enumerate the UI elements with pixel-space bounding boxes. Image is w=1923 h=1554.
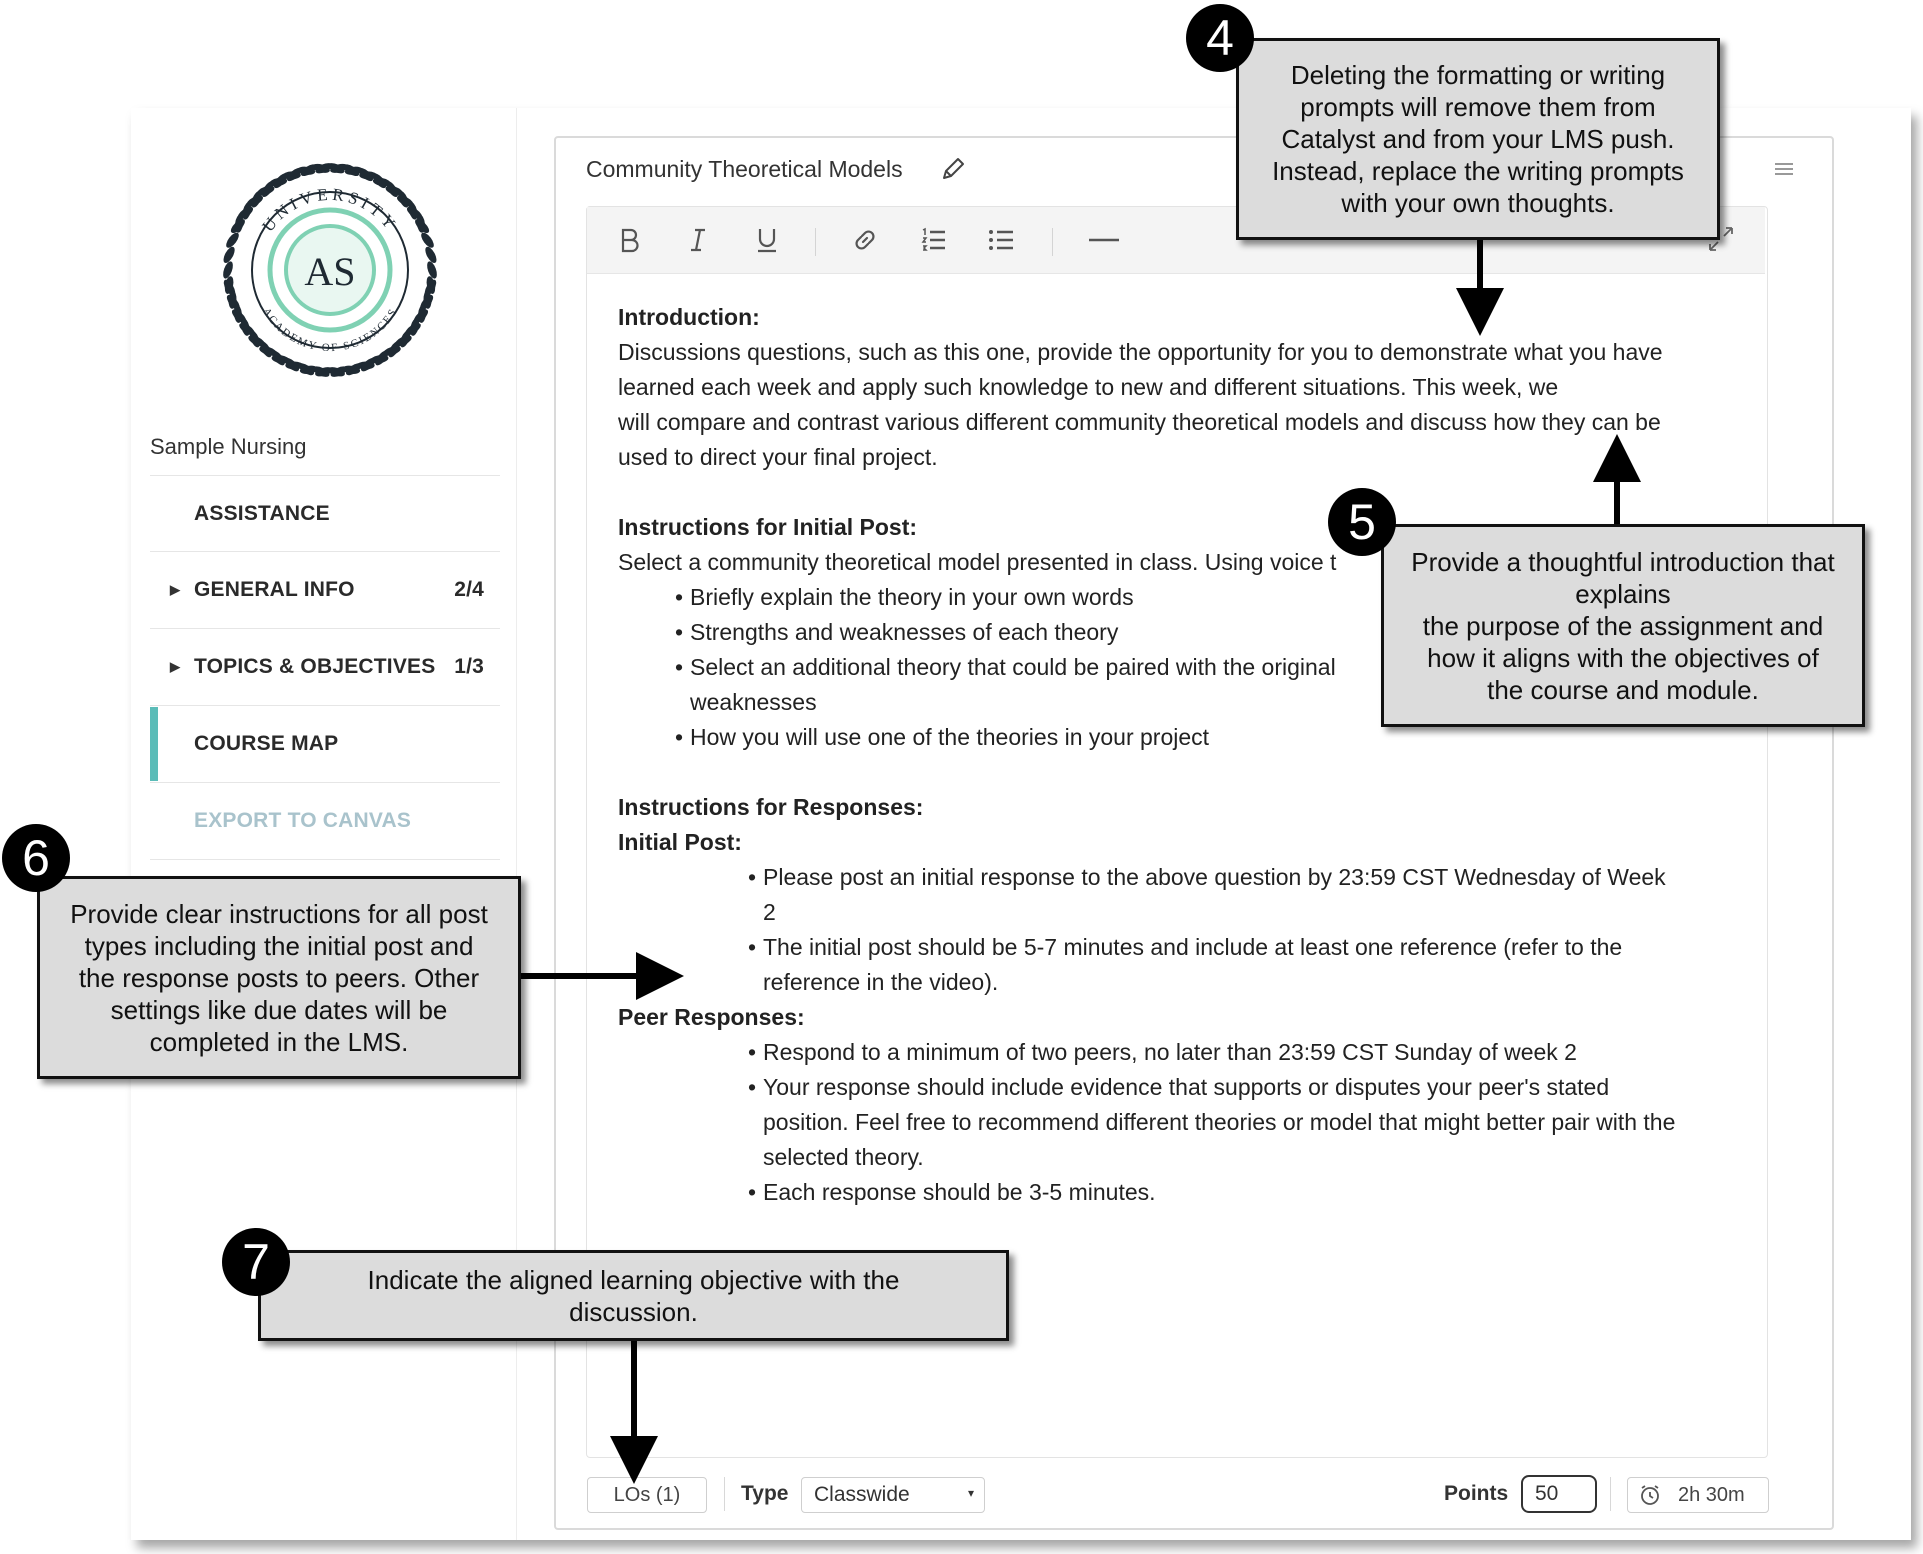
callout-6: Provide clear instructions for all post types including the initial post and the response posts to peers. Other settings like due dates will be completed in the LMS. bbox=[37, 876, 521, 1079]
los-button[interactable]: LOs (1) bbox=[587, 1477, 707, 1513]
discussion-content[interactable] bbox=[618, 300, 1748, 1210]
nav-item-topics-objectives[interactable] bbox=[150, 630, 500, 704]
callout-number-6: 6 bbox=[2, 824, 70, 892]
seal-bottom-text: ACADEMY OF SCIENCES bbox=[260, 305, 400, 355]
type-select-value: Classwide bbox=[814, 1483, 910, 1506]
intro-heading: Introduction: bbox=[618, 304, 760, 330]
duration-value: 2h 30m bbox=[1678, 1483, 1745, 1506]
bold-icon[interactable] bbox=[614, 225, 644, 255]
callout-4: Deleting the formatting or writing prompts will remove them from Catalyst and from your LMS push. Instead, replace the writing prompts with your own thoughts. bbox=[1236, 38, 1720, 240]
nav-item-label: EXPORT TO CANVAS bbox=[194, 809, 412, 832]
footer-separator bbox=[724, 1477, 725, 1511]
nav-divider bbox=[150, 475, 500, 476]
nav-item-general-info[interactable] bbox=[150, 553, 500, 627]
list-item bbox=[618, 1070, 1748, 1175]
callout-number-7: 7 bbox=[222, 1228, 290, 1296]
laurel-leaf bbox=[425, 260, 439, 280]
list-item-text: position. Feel free to recommend different theories or model that might better pair with the bbox=[763, 1109, 1676, 1135]
callout-7: Indicate the aligned learning objective with the discussion. bbox=[258, 1250, 1009, 1341]
list-item: • How you will use one of the theories in your project bbox=[618, 720, 1748, 755]
nav-item-count: 1/3 bbox=[454, 655, 484, 678]
bullet-list-icon[interactable] bbox=[986, 225, 1016, 255]
course-name: Sample Nursing bbox=[150, 434, 307, 459]
list-item-text: Select an additional theory that could be paired with the original bbox=[690, 654, 1336, 680]
nav-item-count: 2/4 bbox=[454, 578, 484, 601]
horizontal-rule-icon[interactable] bbox=[1087, 225, 1121, 255]
italic-icon[interactable] bbox=[683, 225, 713, 255]
clock-icon bbox=[1638, 1483, 1662, 1507]
nav-item-label: COURSE MAP bbox=[194, 732, 339, 755]
type-select[interactable] bbox=[801, 1477, 985, 1513]
list-item-text: Please post an initial response to the above question by 23:59 CST Wednesday of Week bbox=[763, 864, 1666, 890]
list-item-text: The initial post should be 5-7 minutes and include at least one reference (refer to the bbox=[763, 934, 1623, 960]
seal-top-text: UNIVERSITY bbox=[258, 184, 402, 236]
duration-button[interactable] bbox=[1627, 1477, 1769, 1513]
intro-line: used to direct your final project. bbox=[618, 444, 938, 470]
list-item-text: selected theory. bbox=[763, 1144, 924, 1170]
nav-divider bbox=[150, 782, 500, 783]
chevron-down-icon: ▾ bbox=[967, 1486, 974, 1500]
nav-item-label: TOPICS & OBJECTIVES bbox=[194, 655, 436, 678]
points-value: 50 bbox=[1535, 1482, 1559, 1505]
list-item-text: Your response should include evidence that supports or disputes your peer's stated bbox=[763, 1074, 1610, 1100]
list-item-continuation: weaknesses bbox=[690, 689, 817, 715]
list-item-text: reference in the video). bbox=[763, 969, 999, 995]
seal-monogram: AS bbox=[304, 249, 356, 294]
callout-number-4: 4 bbox=[1186, 4, 1254, 72]
caret-right-icon: ▶ bbox=[170, 659, 181, 674]
nav-item-label: ASSISTANCE bbox=[194, 502, 330, 525]
intro-line: will compare and contrast various different community theoretical models and discuss how they can be bbox=[618, 409, 1661, 435]
laurel-leaf bbox=[221, 245, 237, 265]
nav-item-assistance[interactable] bbox=[150, 477, 500, 551]
nav-divider bbox=[150, 705, 500, 706]
laurel-leaf bbox=[221, 260, 235, 280]
laurel-leaf bbox=[423, 245, 439, 265]
peer-responses-heading: Peer Responses: bbox=[618, 1004, 805, 1030]
list-item: • Briefly explain the theory in your own words bbox=[618, 580, 1748, 615]
peer-response-requirements bbox=[618, 1035, 1748, 1210]
intro-line: Discussions questions, such as this one, provide the opportunity for you to demonstrate what you have bbox=[618, 339, 1663, 365]
discussion-title: Community Theoretical Models bbox=[586, 156, 903, 182]
nav-divider bbox=[150, 628, 500, 629]
type-label: Type bbox=[741, 1482, 789, 1505]
intro-line: learned each week and apply such knowledge to new and different situations. This week, we bbox=[618, 374, 1559, 400]
responses-heading: Instructions for Responses: bbox=[618, 794, 924, 820]
toolbar-separator bbox=[1052, 228, 1053, 256]
points-input[interactable] bbox=[1521, 1475, 1597, 1513]
points-label: Points bbox=[1444, 1482, 1509, 1505]
list-item bbox=[618, 1035, 1748, 1070]
nav-divider bbox=[150, 859, 500, 860]
nav-divider bbox=[150, 551, 500, 552]
footer-separator bbox=[1610, 1477, 1611, 1511]
university-seal-logo bbox=[210, 150, 450, 390]
list-item-text: Respond to a minimum of two peers, no later than 23:59 CST Sunday of week 2 bbox=[763, 1039, 1577, 1065]
initial-post-instructions-text: Select a community theoretical model presented in class. Using voice t bbox=[618, 549, 1337, 575]
list-item-text: Each response should be 3-5 minutes. bbox=[763, 1179, 1156, 1205]
callout-5: Provide a thoughtful introduction that explains the purpose of the assignment and how it aligns with the objectives of the course and module. bbox=[1381, 524, 1865, 727]
toolbar-separator bbox=[815, 228, 816, 256]
list-item-text: 2 bbox=[763, 899, 776, 925]
callout-number-5: 5 bbox=[1328, 488, 1396, 556]
link-icon[interactable] bbox=[850, 225, 880, 255]
initial-post-requirements bbox=[618, 860, 1748, 1000]
list-item bbox=[618, 860, 1748, 930]
underline-icon[interactable] bbox=[752, 225, 782, 255]
caret-right-icon: ▶ bbox=[170, 582, 181, 597]
nav-item-label: GENERAL INFO bbox=[194, 578, 355, 601]
list-item bbox=[618, 930, 1748, 1000]
list-item: • Strengths and weaknesses of each theory bbox=[618, 615, 1748, 650]
menu-icon[interactable] bbox=[1773, 160, 1795, 178]
nav-item-export-to-canvas[interactable] bbox=[150, 784, 500, 858]
initial-post-heading: Initial Post: bbox=[618, 829, 742, 855]
nav-item-course-map[interactable] bbox=[150, 707, 508, 781]
initial-post-instructions-heading: Instructions for Initial Post: bbox=[618, 514, 918, 540]
ordered-list-icon[interactable] bbox=[919, 225, 949, 255]
list-item bbox=[618, 1175, 1748, 1210]
edit-pencil-icon[interactable] bbox=[940, 156, 966, 182]
